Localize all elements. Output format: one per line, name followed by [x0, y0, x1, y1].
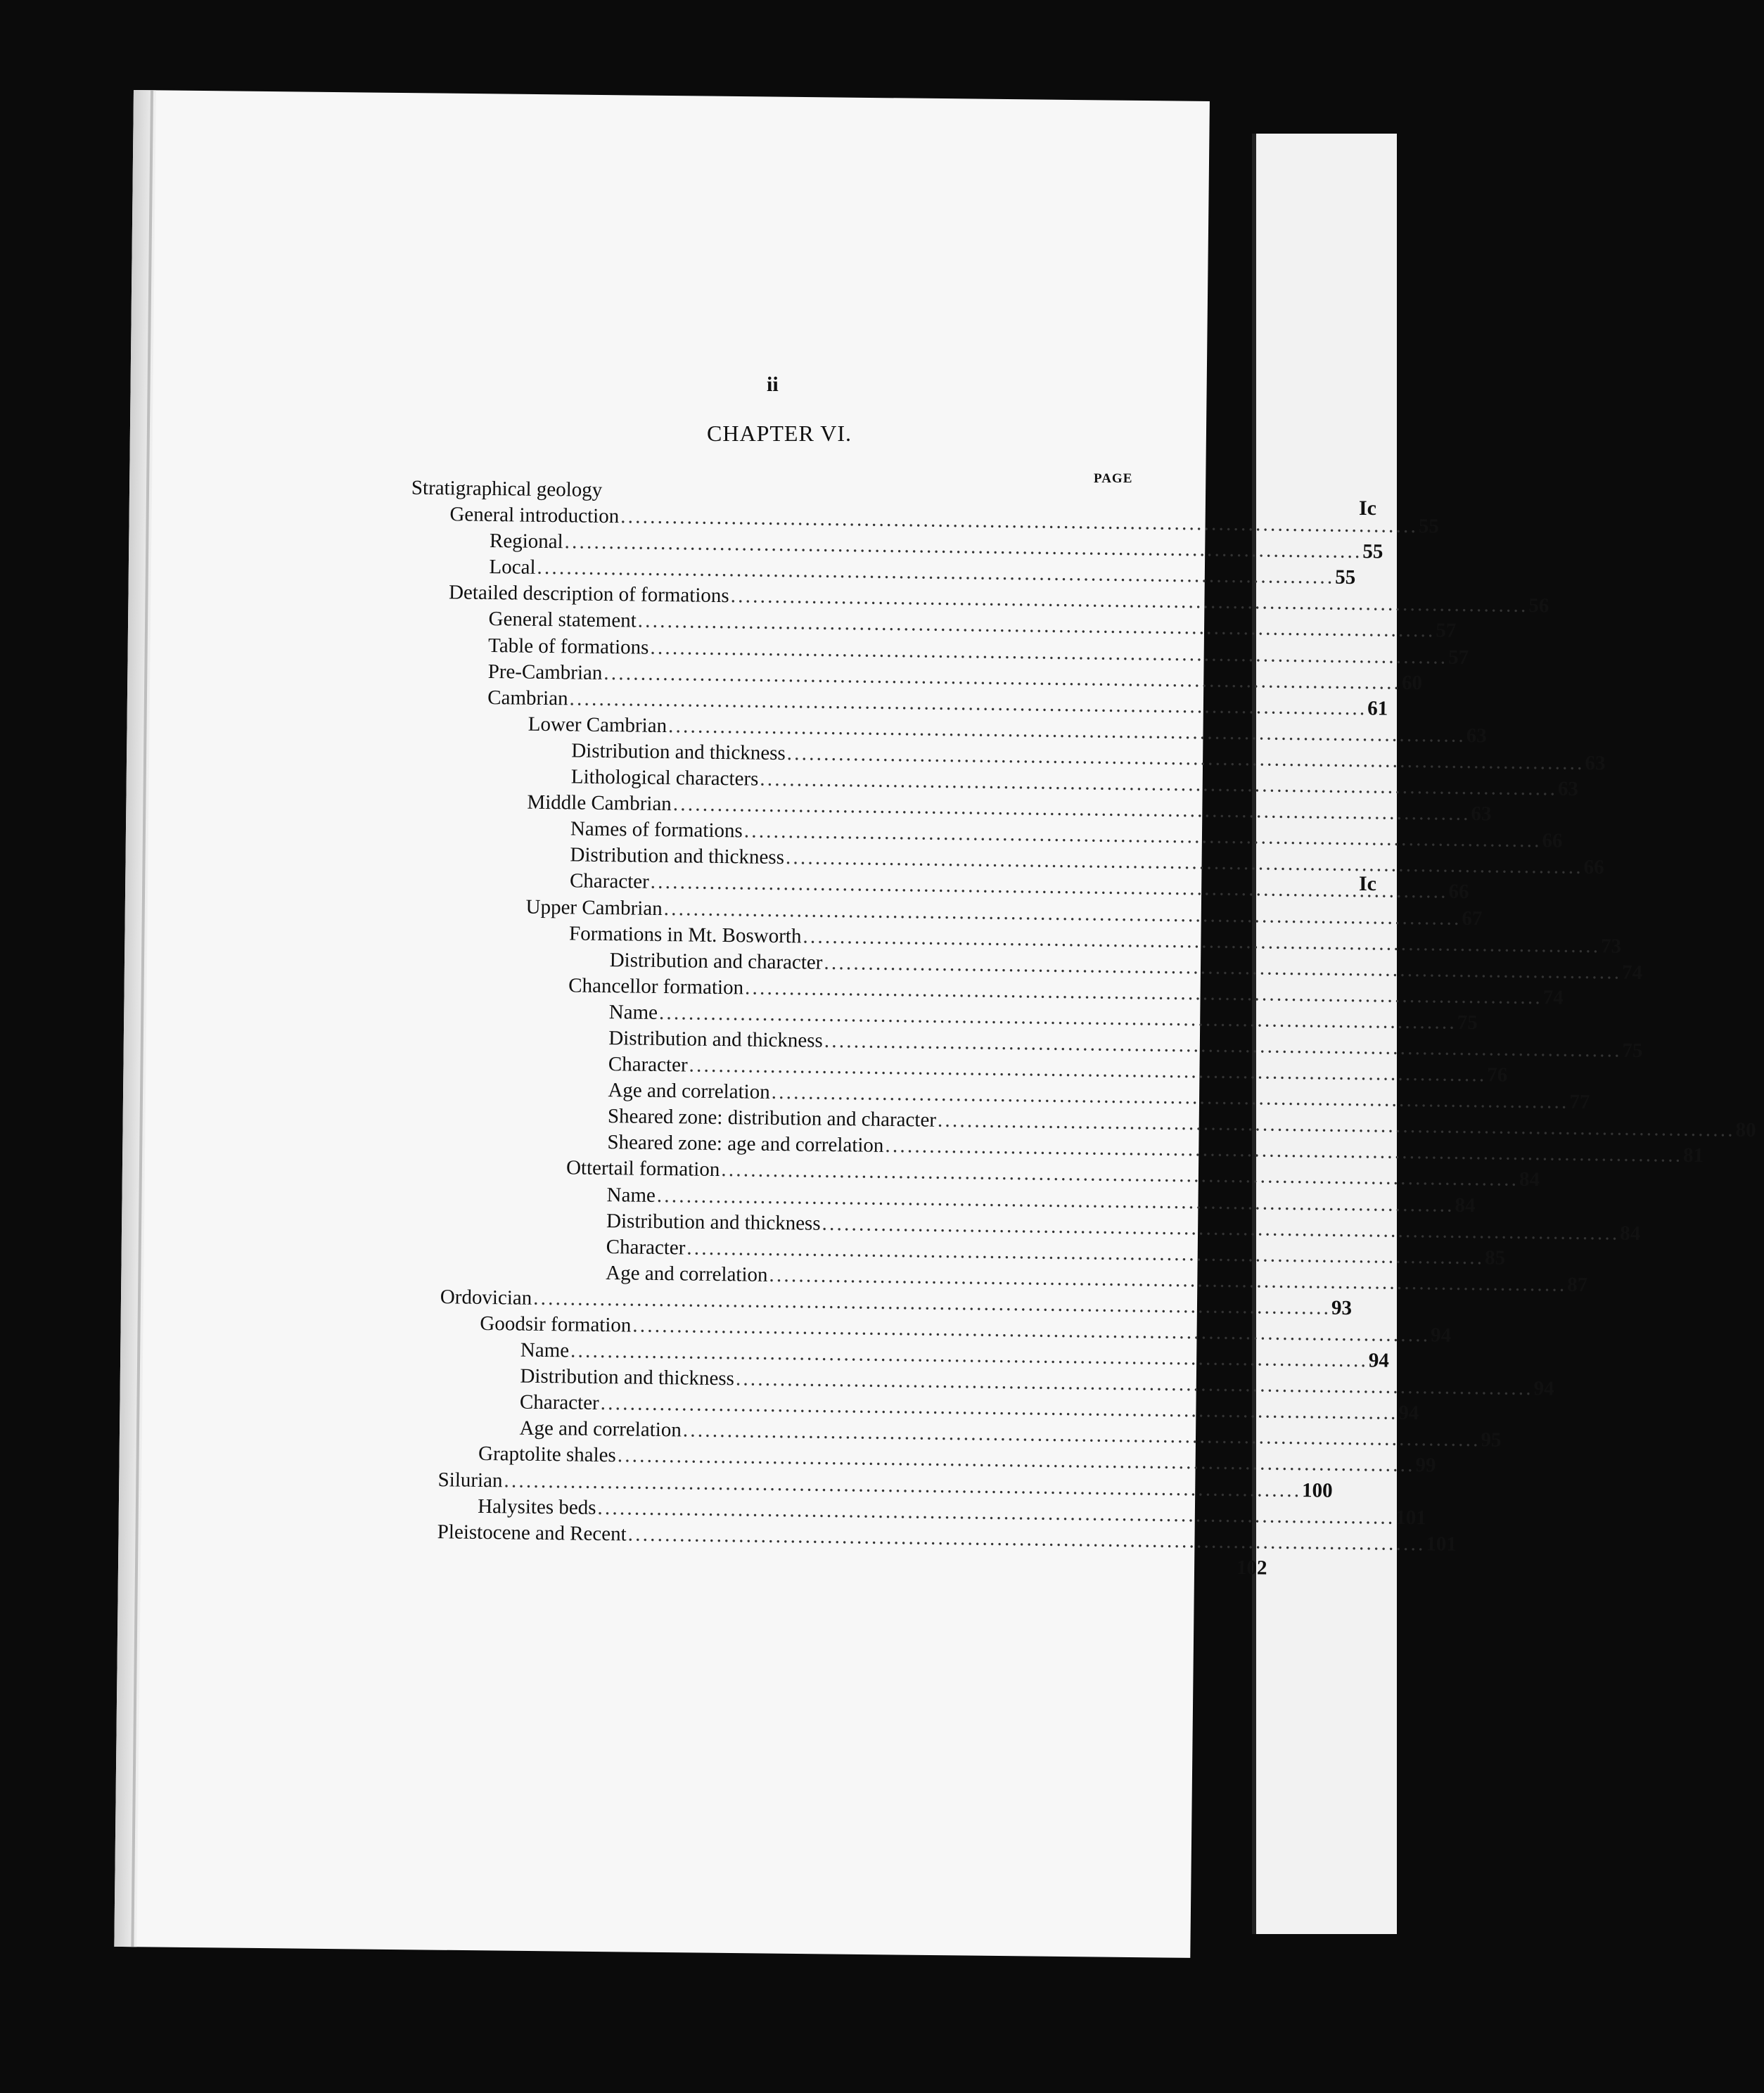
toc-entry-title: Lithological characters — [570, 765, 759, 791]
toc-entry-title: Character — [606, 1235, 686, 1260]
toc-entry-page: 94 — [1398, 1402, 1419, 1425]
toc-entry-title: Distribution and thickness — [608, 1027, 823, 1052]
toc-entry-page: 93 — [1331, 1296, 1353, 1319]
toc-entry-title: Detailed description of formations — [448, 581, 729, 608]
toc-entry-page: 56 — [1528, 594, 1549, 617]
toc-entry-page: 74 — [1621, 961, 1643, 984]
toc-entry-page: 94 — [1368, 1349, 1390, 1372]
toc-entry-page: 55 — [1362, 540, 1383, 563]
toc-entry-title: Goodsir formation — [480, 1312, 632, 1337]
toc-entry-title: Halysites beds — [478, 1494, 596, 1519]
toc-entry-title: Name — [606, 1183, 656, 1207]
toc-entry-title: Age and correlation — [606, 1261, 768, 1286]
toc-entry-page: 94 — [1430, 1324, 1452, 1347]
toc-entry-title: Character — [569, 869, 649, 894]
adjacent-page-letter: Ic — [1359, 497, 1376, 520]
toc-entry-page: 63 — [1466, 724, 1487, 748]
toc-entry-title: Name — [520, 1338, 570, 1362]
toc-entry-page: 63 — [1557, 777, 1579, 800]
toc-entry-title: Name — [608, 1000, 658, 1024]
toc-entry-page: 80 — [1735, 1118, 1756, 1142]
toc-entry-page: 60 — [1401, 671, 1423, 694]
toc-entry-page: 66 — [1583, 856, 1604, 879]
toc-entry-title: Regional — [489, 530, 563, 553]
page-number: ii — [767, 373, 779, 396]
toc-entry-page: 61 — [1367, 696, 1388, 720]
toc-entry-page: 76 — [1487, 1063, 1508, 1087]
toc-entry-title: Age and correlation — [608, 1079, 770, 1104]
toc-entry-title: Character — [608, 1053, 688, 1077]
toc-entry-title: Cambrian — [487, 686, 568, 710]
toc-entry-page: 99 — [1415, 1454, 1436, 1477]
toc-entry-page: 74 — [1542, 986, 1564, 1009]
toc-entry-page: 84 — [1455, 1193, 1476, 1217]
toc-entry-page: 75 — [1457, 1011, 1478, 1035]
toc-entry-page: 101 — [1426, 1532, 1457, 1556]
toc-entry-page: 67 — [1462, 907, 1483, 930]
toc-entry-title: Age and correlation — [519, 1416, 682, 1442]
toc-entry-title: Upper Cambrian — [525, 895, 663, 920]
toc-entry-title: Stratigraphical geology — [411, 476, 603, 501]
toc-entry-title: Chancellor formation — [568, 974, 744, 999]
adjacent-page — [1252, 134, 1397, 1934]
toc-entry-page: 84 — [1620, 1222, 1641, 1245]
toc-entry-title: Character — [519, 1390, 599, 1415]
toc-entry-title: General statement — [488, 608, 637, 632]
toc-entry-page: 84 — [1519, 1168, 1540, 1191]
toc-entry-title: Formations in Mt. Bosworth — [568, 921, 802, 948]
toc-entry-page: 95 — [1481, 1428, 1502, 1452]
toc-entry-title: Ottertail formation — [565, 1156, 720, 1182]
chapter-title: CHAPTER VI. — [707, 421, 852, 446]
toc-entry-title: Graptolite shales — [478, 1442, 616, 1467]
toc-entry-title: Sheared zone: age and correlation — [607, 1131, 884, 1158]
toc-entry-title: Pleistocene and Recent — [437, 1520, 627, 1546]
toc-entry-page: 101 — [1395, 1506, 1426, 1529]
toc-entry-page: 66 — [1448, 881, 1469, 904]
toc-entry-title: Distribution and thickness — [606, 1209, 821, 1235]
toc-entry-title: Distribution and thickness — [571, 739, 786, 765]
toc-entry-title: Silurian — [437, 1468, 503, 1492]
toc-entry-title: Lower Cambrian — [528, 712, 667, 737]
toc-entry-page: 77 — [1569, 1090, 1590, 1114]
toc-entry-title: General introduction — [449, 503, 620, 528]
toc-entry-page: 85 — [1484, 1246, 1506, 1269]
toc-entry-page: 73 — [1600, 934, 1622, 958]
toc-entry-title: Table of formations — [487, 634, 649, 659]
toc-entry-title: Ordovician — [440, 1286, 532, 1310]
adjacent-page-letter: Ic — [1359, 872, 1376, 895]
toc-entry-page: 57 — [1447, 646, 1469, 669]
toc-entry-page: 94 — [1533, 1377, 1554, 1400]
toc-entry-page: 66 — [1542, 829, 1563, 852]
toc-entry-page: 63 — [1585, 751, 1606, 775]
toc-entry-page: 57 — [1436, 619, 1457, 643]
toc-entry-title: Sheared zone: distribution and character — [607, 1105, 937, 1132]
toc-entry-page: 102 — [1236, 1556, 1267, 1580]
toc-entry-title: Local — [489, 556, 536, 580]
toc-entry-title: Pre-Cambrian — [487, 660, 603, 684]
toc-entry-page: 55 — [1418, 515, 1440, 538]
toc-entry-page: 87 — [1567, 1273, 1588, 1296]
toc-entry-title: Middle Cambrian — [527, 791, 672, 816]
page-column-label: PAGE — [1094, 471, 1133, 486]
toc-entry-page: 100 — [1301, 1478, 1333, 1502]
toc-entry-page: 75 — [1622, 1039, 1643, 1063]
toc-entry-title: Names of formations — [570, 817, 743, 843]
toc-entry-title: Distribution and thickness — [520, 1364, 735, 1390]
toc-entry-title: Distribution and character — [609, 948, 823, 974]
toc-entry-page: 81 — [1682, 1144, 1704, 1167]
toc-entry-page: 55 — [1334, 565, 1356, 589]
toc-entry-title: Distribution and thickness — [570, 843, 785, 869]
toc-entry-page: 63 — [1471, 802, 1492, 826]
